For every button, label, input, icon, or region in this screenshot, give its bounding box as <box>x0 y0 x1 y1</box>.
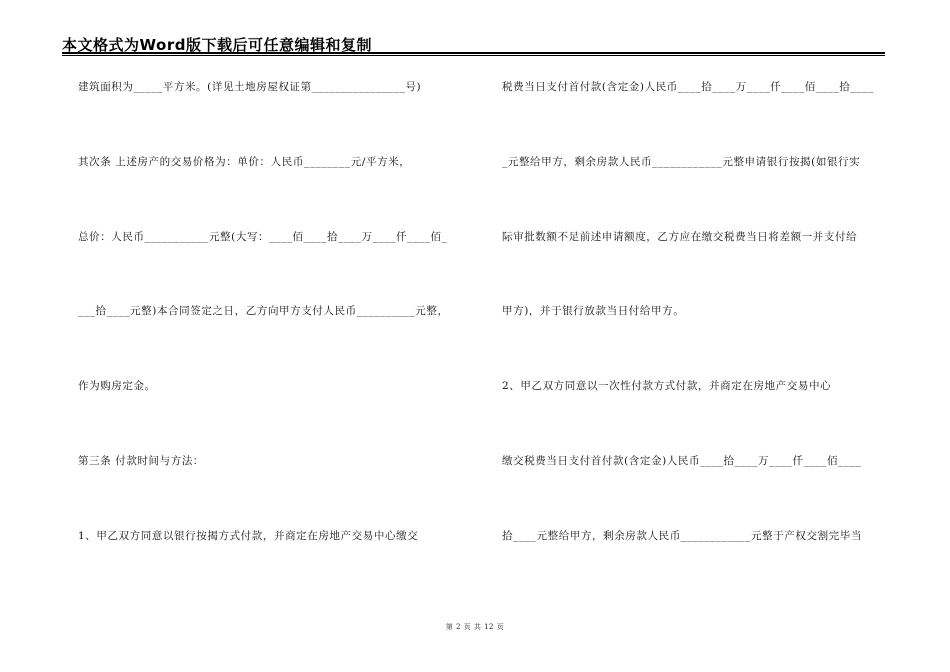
left-line-3: 总价：人民币___________元整(大写：____佰____拾____万____仟____佰_ <box>78 231 448 243</box>
right-line-3: 际审批数额不足前述申请额度，乙方应在缴交税费当日将差额一并支付给 <box>502 231 858 243</box>
right-line-6: 缴交税费当日支付首付款(含定金)人民币____拾____万____仟____佰____ <box>502 455 862 467</box>
left-line-7: 1、甲乙双方同意以银行按揭方式付款，并商定在房地产交易中心缴交 <box>78 530 419 542</box>
left-line-1: 建筑面积为_____平方米。(详见土地房屋权证第________________号) <box>78 81 422 93</box>
header-rule-thin <box>62 55 885 56</box>
right-line-7: 拾____元整给甲方，剩余房款人民币____________元整于产权交割完毕当 <box>502 530 862 542</box>
left-line-2: 其次条 上述房产的交易价格为：单价：人民币________元/平方米， <box>78 156 411 168</box>
right-line-2: _元整给甲方，剩余房款人民币____________元整申请银行按揭(如银行实 <box>502 156 861 168</box>
right-line-5: 2、甲乙双方同意以一次性付款方式付款，并商定在房地产交易中心 <box>502 380 832 392</box>
right-line-4: 甲方)，并于银行放款当日付给甲方。 <box>502 305 685 317</box>
header-rule-thick <box>62 52 885 54</box>
right-line-1: 税费当日支付首付款(含定金)人民币____拾____万____仟____佰____拾____ <box>502 81 874 93</box>
left-line-6: 第三条 付款时间与方法： <box>78 455 205 467</box>
left-line-4: ___拾____元整)本合同签定之日，乙方向甲方支付人民币__________元整， <box>78 305 449 317</box>
page-number: 第 2 页 共 12 页 <box>445 623 505 631</box>
header-title: 本文格式为Word版下载后可任意编辑和复制 <box>62 36 372 54</box>
left-line-5: 作为购房定金。 <box>78 380 156 392</box>
